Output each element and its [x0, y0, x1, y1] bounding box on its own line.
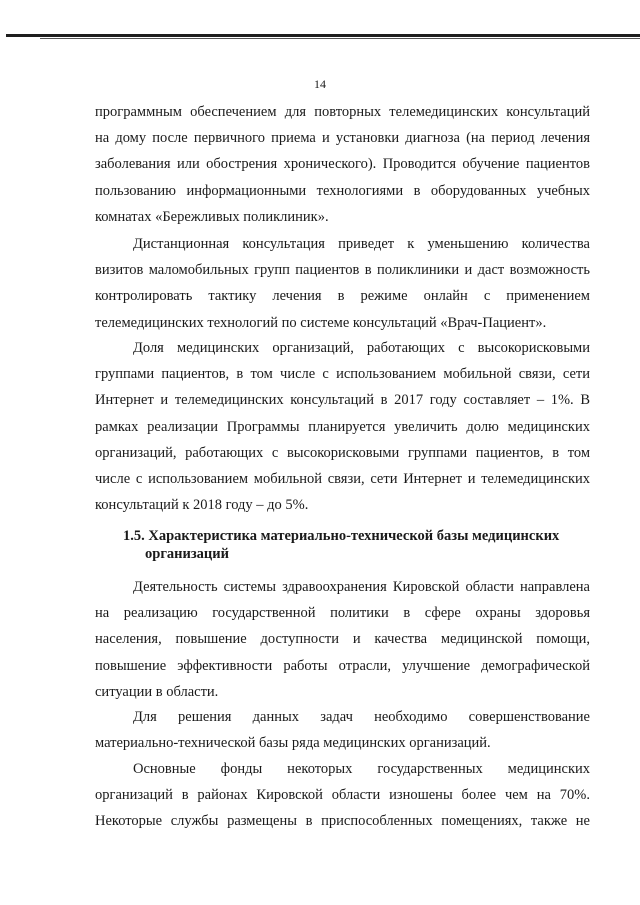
text-line: организаций в районах Кировской области изношены более чем на 70%. — [95, 787, 590, 804]
text-line: населения, повышение доступности и качества медицинской помощи, — [95, 631, 590, 648]
text-line: заболевания или обострения хронического). Проводится обучение пациентов — [95, 156, 590, 173]
text-line: материально-технической базы ряда медицинских организаций. — [95, 735, 491, 752]
text-line: на реализацию государственной политики в сфере охраны здоровья — [95, 605, 590, 622]
text-line: ситуации в области. — [95, 683, 219, 700]
section-heading-line: организаций — [145, 546, 229, 562]
text-line: Деятельность системы здравоохранения Кировской области направлена — [133, 579, 590, 595]
paragraph — [95, 231, 590, 336]
text-line: визитов маломобильных групп пациентов в поликлиники и даст возможность — [95, 262, 590, 279]
section-heading-line: 1.5. Характеристика материально-технической базы медицинских — [123, 528, 560, 544]
text-line: программным обеспечением для повторных телемедицинских консультаций — [95, 104, 590, 120]
text-line: консультаций к 2018 году – до 5%. — [95, 497, 309, 514]
text-line: комнатах «Бережливых поликлиник». — [95, 208, 329, 225]
text-line: Доля медицинских организаций, работающих с высокорисковыми — [133, 340, 590, 356]
paragraph — [95, 704, 590, 756]
section-heading — [123, 527, 593, 563]
text-line: контролировать тактику лечения в режиме онлайн с применением — [95, 288, 590, 305]
text-line: рамках реализации Программы планируется увеличить долю медицинских — [95, 418, 590, 435]
text-line: Дистанционная консультация приведет к уменьшению количества — [133, 236, 590, 252]
page-number: 14 — [314, 77, 326, 91]
paragraph — [95, 335, 590, 518]
text-line: Для решения данных задач необходимо совершенствование — [133, 709, 590, 725]
paragraph — [95, 574, 590, 705]
text-line: на дому после первичного приема и установки диагноза (на период лечения — [95, 130, 590, 147]
text-line: Интернет и телемедицинских консультаций в 2017 году составляет – 1%. В — [95, 392, 590, 409]
text-line: Некоторые службы размещены в приспособленных помещениях, также не — [95, 813, 590, 830]
header-rule — [6, 34, 640, 37]
text-line: Основные фонды некоторых государственных медицинских — [133, 761, 590, 777]
text-line: телемедицинских технологий по системе консультаций «Врач-Пациент». — [95, 314, 547, 331]
header-rule-thin — [40, 38, 640, 39]
text-line: организаций, работающих с высокорисковыми группами пациентов, в том — [95, 444, 590, 461]
text-line: числе с использованием мобильной связи, сети Интернет и телемедицинских — [95, 470, 590, 487]
paragraph — [95, 756, 590, 835]
text-line: повышение эффективности работы отрасли, улучшение демографической — [95, 657, 590, 674]
text-line: пользованию информационными технологиями в оборудованных учебных — [95, 182, 590, 199]
text-line: группами пациентов, в том числе с использованием мобильной связи, сети — [95, 366, 590, 383]
paragraph — [95, 99, 590, 230]
